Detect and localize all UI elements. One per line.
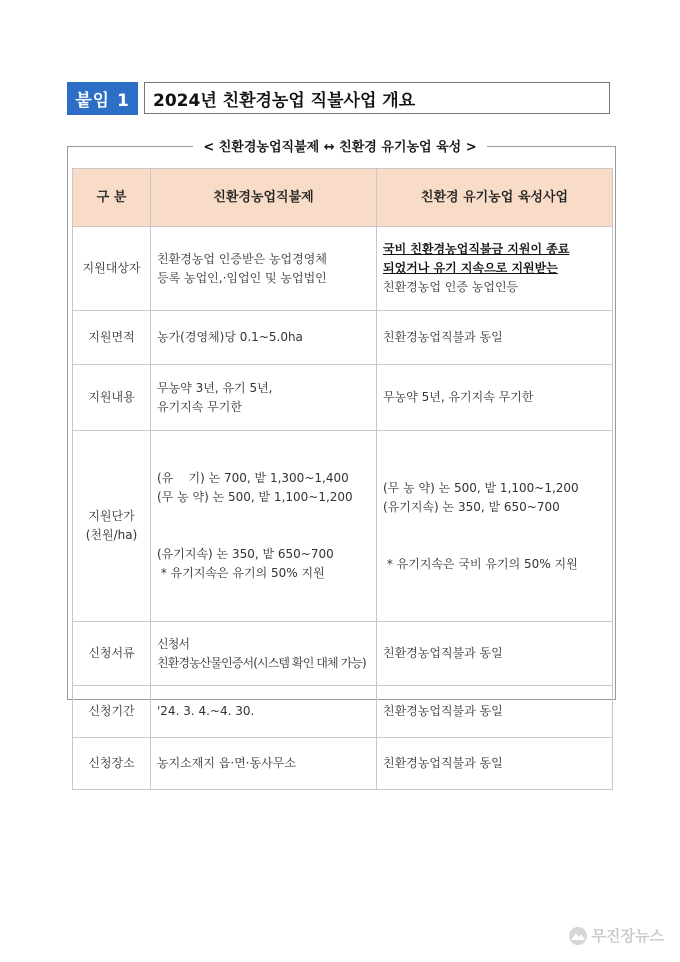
table-header-row	[73, 169, 613, 227]
organic-support-cell: 친환경농업직불과 동일	[377, 686, 613, 738]
document-title: 2024년 친환경농업 직불사업 개요	[144, 82, 610, 114]
table-row	[73, 431, 613, 622]
organic-support-cell: 무농약 5년, 유기지속 무기한	[377, 365, 613, 431]
direct-payment-cell: (유 기) 논 700, 밭 1,300~1,400 (무 농 약) 논 500, 밭 1,100~1,200 (유기지속) 논 350, 밭 650~700 * 유기지속은 유기의 50% 지원	[151, 431, 377, 622]
attachment-badge: 붙임 1	[67, 82, 138, 115]
direct-payment-cell: '24. 3. 4.~4. 30.	[151, 686, 377, 738]
row-label: 지원대상자	[73, 227, 151, 311]
table-row	[73, 622, 613, 686]
header-category: 구 분	[73, 169, 151, 227]
table-row	[73, 738, 613, 790]
organic-support-cell: 친환경농업직불과 동일	[377, 311, 613, 365]
organic-support-cell: 친환경농업직불과 동일	[377, 738, 613, 790]
row-label: 지원단가 (천원/ha)	[73, 431, 151, 622]
watermark	[568, 925, 664, 946]
table-row	[73, 365, 613, 431]
direct-payment-cell: 신청서 친환경농산물인증서(시스템 확인 대체 가능)	[151, 622, 377, 686]
direct-payment-cell: 농가(경영체)당 0.1~5.0ha	[151, 311, 377, 365]
row-label: 신청기간	[73, 686, 151, 738]
direct-payment-cell: 무농약 3년, 유기 5년, 유기지속 무기한	[151, 365, 377, 431]
table-row	[73, 311, 613, 365]
header-organic-support: 친환경 유기농업 육성사업	[377, 169, 613, 227]
organic-support-cell: (무 농 약) 논 500, 밭 1,100~1,200 (유기지속) 논 350, 밭 650~700 * 유기지속은 국비 유기의 50% 지원	[377, 431, 613, 622]
table-row	[73, 227, 613, 311]
row-label: 신청장소	[73, 738, 151, 790]
row-label: 지원내용	[73, 365, 151, 431]
table-row	[73, 686, 613, 738]
direct-payment-cell: 친환경농업 인증받은 농업경영체 등록 농업인,·임업인 및 농업법인	[151, 227, 377, 311]
organic-support-cell: 친환경농업직불과 동일	[377, 622, 613, 686]
program-comparison-table	[72, 168, 613, 790]
header-direct-payment: 친환경농업직불제	[151, 169, 377, 227]
row-label: 신청서류	[73, 622, 151, 686]
organic-support-cell: 국비 친환경농업직불금 지원이 종료 되었거나 유기 지속으로 지원받는 친환경농업 인증 농업인등	[377, 227, 613, 311]
direct-payment-cell: 농지소재지 읍·면·동사무소	[151, 738, 377, 790]
table-caption: < 친환경농업직불제 ↔ 친환경 유기농업 육성 >	[0, 136, 680, 155]
mountain-logo-icon	[568, 926, 588, 946]
watermark-text: 무진장뉴스	[591, 927, 664, 945]
row-label: 지원면적	[73, 311, 151, 365]
